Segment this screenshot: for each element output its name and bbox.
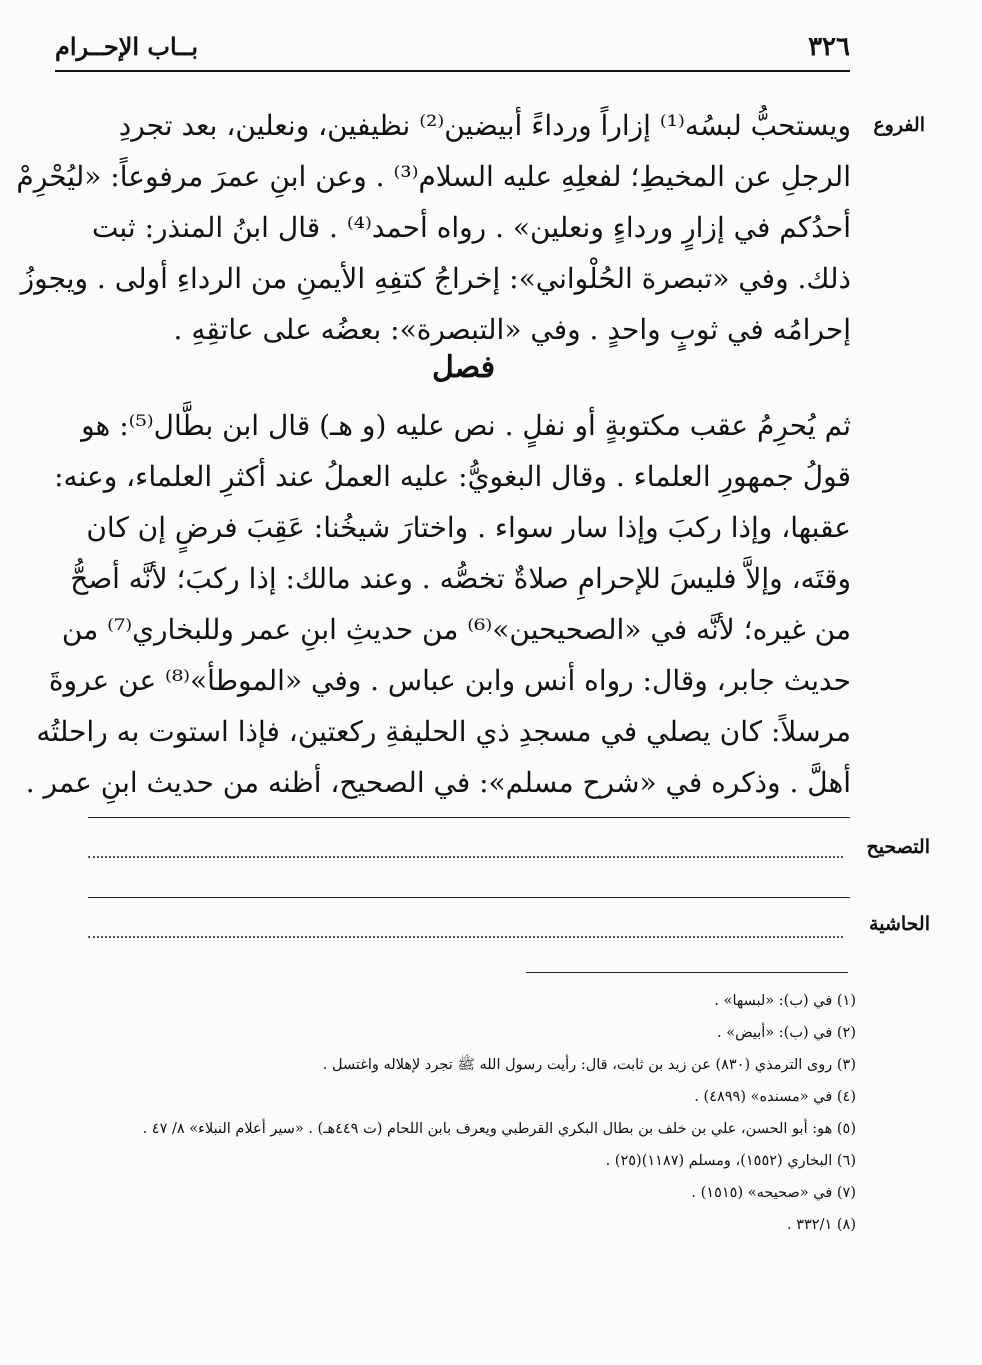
commentary-rule-1 xyxy=(88,817,850,818)
running-head: بــاب الإحــرام xyxy=(55,32,199,61)
text-line: حديث جابر، وقال: رواه أنس وابن عباس . وفي «الموطأ»⁽⁸⁾ عن عروةَ xyxy=(48,664,851,697)
text-line: قولُ جمهورِ العلماء . وقال البغويُّ: عليه العملُ عند أكثرِ العلماء، وعنه: xyxy=(54,460,851,493)
footnote: (٦) البخاري (١٥٥٢)، ومسلم (١١٨٧)(٢٥) . xyxy=(605,1153,856,1169)
tashih-dotted-line xyxy=(88,856,843,858)
footnote: (١) في (ب): «لبسها» . xyxy=(714,993,856,1009)
hashiya-dotted-line xyxy=(88,936,843,938)
footnote-rule xyxy=(526,972,848,973)
footnote: (٤) في «مسنده» (٤٨٩٩) . xyxy=(694,1089,856,1105)
page-number: ٣٢٦ xyxy=(808,32,850,62)
footnote: (٨) ٣٣٢/١ . xyxy=(786,1217,856,1233)
header-rule xyxy=(55,70,850,72)
text-line: وقتَه، وإلاَّ فليسَ للإحرامِ صلاةٌ تخصُّه . وعند مالك: إذا ركبَ؛ لأنَّه أصحُّ xyxy=(70,562,851,595)
text-line: الرجلِ عن المخيطِ؛ لفعلِهِ عليه السلام⁽³⁾ . وعن ابنِ عمرَ مرفوعاً: «ليُحْرِمْ xyxy=(16,160,851,193)
text-line: مرسلاً: كان يصلي في مسجدِ ذي الحليفةِ ركعتين، فإذا استوت به راحلتُه xyxy=(36,715,851,748)
text-line: ثم يُحرِمُ عقب مكتوبةٍ أو نفلٍ . نص عليه (و هـ) قال ابن بطَّال⁽⁵⁾: هو xyxy=(81,409,851,442)
text-line: أحدُكم في إزارٍ ورداءٍ ونعلين» . رواه أحمد⁽⁴⁾ . قال ابنُ المنذر: ثبت xyxy=(91,211,851,244)
footnote: (٢) في (ب): «أبيض» . xyxy=(717,1025,856,1041)
body-paragraph-2 xyxy=(25,400,851,808)
footnote: (٣) روى الترمذي (٨٣٠) عن زيد بن ثابت، قال: رأيت رسول الله ﷺ تجرد لإهلاله واغتسل . xyxy=(322,1057,856,1073)
margin-label-hashiya: الحاشية xyxy=(869,913,930,935)
text-line: عقبها، وإذا ركبَ وإذا سار سواء . واختارَ شيخُنا: عَقِبَ فرضٍ إن كان xyxy=(86,511,851,544)
text-line: أهلَّ . وذكره في «شرح مسلم»: في الصحيح، أظنه من حديث ابنِ عمر . xyxy=(25,766,851,799)
text-line: إحرامُه في ثوبٍ واحدٍ . وفي «التبصرة»: بعضُه على عاتقِهِ . xyxy=(173,313,851,346)
commentary-rule-2 xyxy=(88,897,850,898)
footnote: (٥) هو: أبو الحسن، علي بن خلف بن بطال البكري القرطبي ويعرف بابن اللحام (ت ٤٤٩هـ) . «سير أعلام النبلاء» ٨/ ٤٧ . xyxy=(142,1121,856,1137)
page-header xyxy=(55,30,850,70)
footnote: (٧) في «صحيحه» (١٥١٥) . xyxy=(691,1185,856,1201)
margin-label-furu: الفروع xyxy=(873,114,925,136)
text-line: من غيره؛ لأنَّه في «الصحيحين»⁽⁶⁾ من حديثِ ابنِ عمر وللبخاري⁽⁷⁾ من xyxy=(61,613,851,646)
footnotes xyxy=(80,985,856,1241)
section-title: فصل xyxy=(431,350,496,385)
text-line: ويستحبُّ لبسُه⁽¹⁾ إزاراً ورداءً أبيضين⁽²⁾ نظيفين، ونعلين، بعد تجردِ xyxy=(118,109,851,142)
margin-label-tashih: التصحيح xyxy=(866,836,930,858)
text-line: ذلك. وفي «تبصرة الحُلْواني»: إخراجُ كتفِهِ الأيمنِ من الرداءِ أولى . ويجوزُ xyxy=(20,262,851,295)
body-paragraph-1 xyxy=(16,100,851,355)
